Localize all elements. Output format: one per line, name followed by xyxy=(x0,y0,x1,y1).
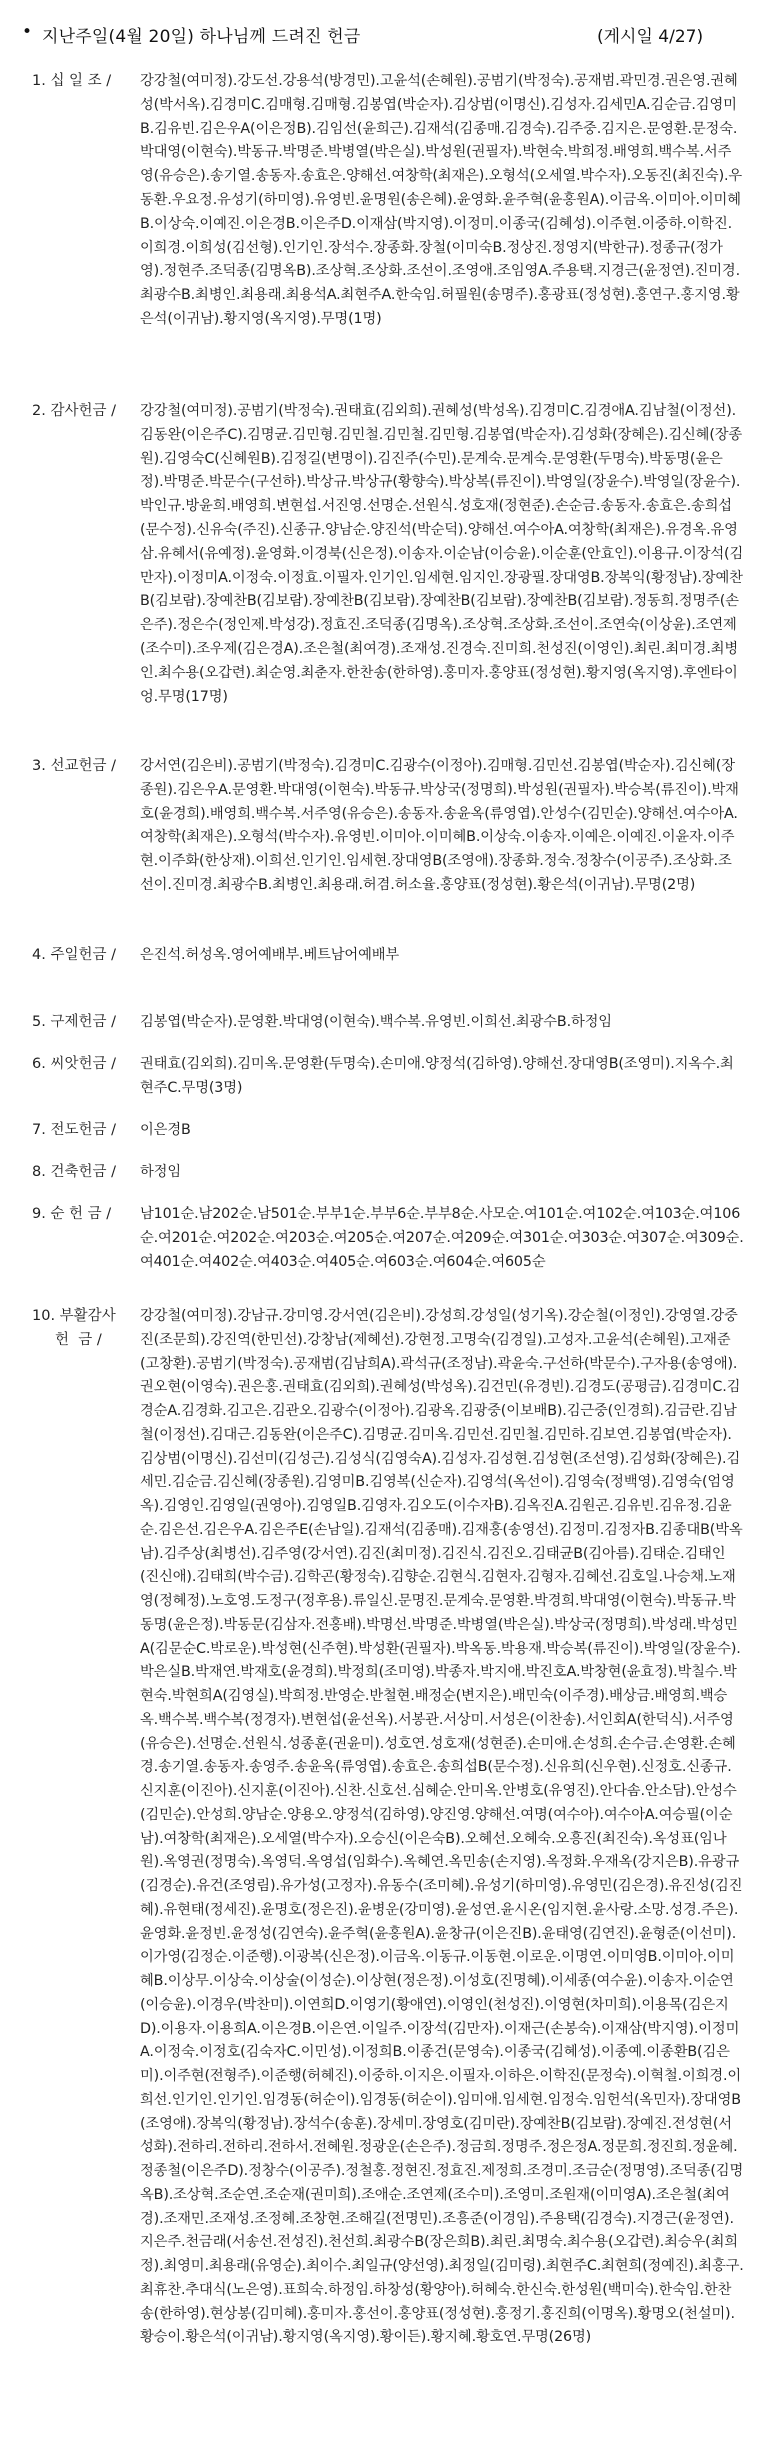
section-label: 3. 선교헌금 / xyxy=(32,758,116,774)
section-label: 2. 감사헌금 / xyxy=(32,403,116,419)
section-label: 6. 씨앗헌금 / xyxy=(32,1056,116,1072)
section-label: 9. 순 헌 금 / xyxy=(32,1206,112,1222)
section-names: 은진석.허성옥.영어예배부.베트남어예배부 xyxy=(140,947,400,963)
offering-header xyxy=(20,22,740,48)
bullet-icon: • xyxy=(22,22,33,42)
section-label: 4. 주일헌금 / xyxy=(32,947,116,963)
section-names: 김봉엽(박순자).문영환.박대영(이현숙).백수복.유영빈.이희선.최광수B.하정임 xyxy=(140,1014,612,1030)
section-label: 8. 건축헌금 / xyxy=(32,1164,116,1180)
section-names: 권태효(김외희).김미옥.문영환(두명숙).손미애.양정석(김하영).양해선.장대영B(조영미).지옥수.최현주C.무명(3명) xyxy=(140,1056,734,1096)
section-label: 1. 십 일 조 / xyxy=(32,73,112,89)
section-label: 10. 부활감사 헌 금 / xyxy=(32,1308,116,1348)
section-label: 7. 전도헌금 / xyxy=(32,1122,116,1138)
section-names: 강강철(여미정).강남규.강미영.강서연(김은비).강성희.강성일(성기옥).강순철(이정인).강영열.강중진(조문희).강진역(한민선).강창남(제혜선).강현정.고명숙(김경일).고성자.고윤석(손혜원).고재준(고창환).공범기(박정숙).공재범(김남희A).곽석규(조정남).곽윤숙.구선하(박문수).구자용(송영애).권오현(이영숙).권은홍.권태효(김외희).권혜성(박성옥).김건민(유경빈).김경도(공평금).김경미C.김경순A.김경화.김고은.김관오.김광수(이정아).김광옥.김광중(이보배B).김근중(인경희).김금란.김남철(이정선).김대근.김동완(이은주C).김명균.김미옥.김민선.김민철.김민하.김보연.김봉엽(박순자).김상범(이명신).김선미(김성근).김성식(김영숙A).김성자.김성현.김성현(조선영).김성화(장혜은).김세민.김순금.김신혜(장종원).김영미B.김영복(신순자).김영석(옥선이).김영숙(정백영).김영숙(엄영옥).김영인.김영일(권영아).김영일B.김영자.김오도(이수자B).김옥진A.김원곤.김유빈.김유정.김윤순.김은선.김은우A.김은주E(손남일).김재석(김종매).김재홍(송영선).김정미.김정자B.김종대B(박옥남).김주상(최병선).김주영(강서연).김진(최미정).김진식.김진오.김태균B(김아름).김태순.김태인(진신애).김태희(박수금).김학곤(황정숙).김향순.김현식.김현자.김형자.김혜선.김호일.나승채.노재영(정혜정).노호영.도정구(정후용).류일신.문명진.문계숙.문영환.박경희.박대영(이현숙).박동규.박동명(윤은정).박동문(김삼자.전홍배).박명선.박명준.박병열(박은실).박상국(정명희).박성래.박성민A(김문순C.박로운).박성현(신주현).박성환(권필자).박옥동.박용재.박승복(류진이).박영일(장윤수).박은실B.박재연.박재호(윤경희).박정희(조미영).박종자.박지애.박진호A.박창현(윤효정).박칠수.박현숙.박현희A(김영실).박희정.반영순.반철현.배정순(변지은).배민숙(이주경).배상금.배영희.백승옥.백수복.백수복(정경자).변현섭(윤선옥).서봉관.서상미.서성은(이찬송).서인회A(한덕식).서주영(유승은).선명순.선원식.성종훈(권윤미).성호연.성호재(성현준).손미애.손성희.손수금.손영환.손혜경.송기열.송동자.송영주.송윤옥(류영엽).송효은.송희섭B(문수정).신유희(신우현).신정호.신종규.신지훈(이진아).신지훈(이진아).신찬.신호선.심혜순.안미옥.안병호(유영진).안다솜.안소담).안성수(김민순).안성희.양남순.양용오.양정석(김하영).양진영.양해선.여명(여수아).여수아A.여승필(이순남).여창학(최재은).오세열(박수자).오승신(이은숙B).오혜선.오혜숙.오흥진(최진숙).옥성표(임나원).옥영권(정명숙).옥영덕.옥영섭(임화수).옥혜연.옥민송(손지영).옥정화.우재옥(강지은B).유광규(김경순).유건(조영림).유가성(고정자).유동수(조미혜).유성기(하미영).유영민(김은경).유진성(김진혜).유현태(정세진).윤명호(정은진).윤병운(강미영).윤성연.윤시온(임지현.윤사랑.소망.성경.주은).윤영화.윤정빈.윤정성(김연숙).윤주혁(윤홍원A).윤창규(이은진B).윤태영(김연진).윤형준(이선미).이가영(김정순.이준행).이광복(신은정).이금옥.이동규.이동현.이로운.이명연.이미영B.이미아.이미혜B.이상무.이상숙.이상술(이성순).이상현(정은정).이성호(진명혜).이세종(여수윤).이송자.이순연(이승윤).이경우(박찬미).이연희D.이영기(황애연).이영인(천성진).이영현(차미희).이용목(김은지D).이용자.이용희A.이은경B.이은연.이일주.이장석(김만자).이재근(손봉숙).이재삼(박지영).이정미A.이정숙.이정호(김숙자C.이민성).이정희B.이종건(문영숙).이종국(김혜성).이종예.이종환B(김은미).이주현(전형주).이준행(허혜진).이중하.이지은.이필자.이하은.이학진(문정숙).이혁철.이희경.이희선.인기인.인기인.임경동(허순이).임경동(허순이).임미애.임세현.임정숙.임헌석(옥민자).장대영B(조영애).장복익(황정남).장석수(송훈).장세미.장영호(김미란).장예찬B(김보람).장예진.전성현(서성화).전하리.전하리.전하서.전혜원.정광운(손은주).정금희.정명주.정은정A.정문희.정진희.정윤혜.정종철(이은주D).정창수(이공주).정철홍.정현진.정효진.제정희.조경미.조금순(정명영).조덕종(김명옥B).조상혁.조순연.조순재(권미희).조애순.조연제(조수미).조영미.조원재(이미영A).조은철(최여경).조재민.조재성.조정혜.조창현.조해길(전명민).조흥준(이경임).주용택(김경숙).지경근(윤정연).지은주.천금래(서송선.전성진).천선희.최광수B(장은희B).최린.최명숙.최수용(오갑련).최승우(최희정).최영미.최용래(유영순).최이수.최일규(양선영).최정일(김미령).최현주C.최현희(정예진).최홍구.최휴찬.추대식(노은영).표희숙.하정임.하창성(황양아).허혜숙.한신숙.한성원(백미숙).한숙임.한찬송(한하영).현상봉(김미혜).홍미자.홍선이.홍양표(정성현).홍정기.홍진희(이명옥).황명오(천설미).황승이.황은석(이귀남).황지영(옥지영).황이든).황지혜.황호연.무명(26명) xyxy=(140,1308,744,2346)
section-names: 강강철(여미정).공범기(박정숙).권태효(김외희).권혜성(박성옥).김경미C.김경애A.김남철(이정선).김동완(이은주C).김명균.김민형.김민철.김민철.김민형.김봉엽(박순자).김성화(장혜은).김신혜(장종원).김영숙C(신혜원B).김정길(변명이).김진주(수민).문계숙.문계숙.문영환(두명숙).박동명(윤은정).박명준.박문수(구선하).박상규.박상규(황향숙).박상복(류진이).박영일(장윤수).박영일(장윤수).박인규.방윤희.배영희.변현섭.서진영.선명순.선원식.성호재(정현준).손순금.송동자.송효은.송희섭(문수정).신유숙(주진).신종규.양남순.양진석(박순덕).양해선.여수아A.여창학(최재은).유경옥.유영삼.유혜서(유예정).윤영화.이경북(신은정).이송자.이순남(이승윤).이순훈(안효인).이용규.이장석(김만자).이정미A.이정숙.이정효.이필자.인기인.임세현.임지인.장광필.장대영B.장복익(황정남).장예찬B(김보람).장예찬B(김보람).장예찬B(김보람).장예찬B(김보람).장예찬B(김보람).정동희.정명주(손은주).정은수(정인제.박성강).정효진.조덕종(김명옥).조상혁.조상화.조선이.조연숙(이상윤).조연제(조수미).조우제(김은경A).조은철(최여경).조재성.진경숙.진미희.천성진(이영인).최린.최미경.최병인.최수용(오갑련).최순영.최춘자.한찬송(한하영).홍미자.홍양표(정성현).황지영(옥지영).후엔타이엉.무명(17명) xyxy=(140,403,744,705)
page-title: 지난주일(4월 20일) 하나님께 드려진 헌금 xyxy=(42,27,361,47)
section-label: 5. 구제헌금 / xyxy=(32,1014,116,1030)
section-names: 남101순.남202순.남501순.부부1순.부부6순.부부8순.사모순.여101순.여102순.여103순.여106순.여201순.여202순.여203순.여205순.여207순.여209순.여301순.여303순.여307순.여309순.여401순.여402순.여403순.여405순.여603순.여604순.여605순 xyxy=(140,1206,744,1270)
section-names: 강서연(김은비).공범기(박정숙).김경미C.김광수(이정아).김매형.김민선.김봉엽(박순자).김신혜(장종원).김은우A.문영환.박대영(이현숙).박동규.박상국(정명희).박성원(권필자).박승복(류진이).박재호(윤경희).배영희.백수복.서주영(유승은).송동자.송윤옥(류영엽).안성수(김민순).양해선.여수아A.여창학(최재은).오형석(박수자).유영빈.이미아.이미혜B.이상숙.이송자.이예은.이예진.이윤자.이주현.이주화(한상재).이희선.인기인.임세현.장대영B(조영애).장종화.정숙.정창수(이공주).조상화.조선이.진미경.최광수B.최병인.최용래.허겸.허소율.홍양표(정성현).황은석(이귀남).무명(2명) xyxy=(140,758,739,893)
section-names: 하정임 xyxy=(140,1164,181,1180)
section-names: 강강철(여미정).강도선.강용석(방경민).고윤석(손혜원).공범기(박정숙).공재범.곽민경.권은영.권혜성(박서옥).김경미C.김매형.김매형.김봉엽(박순자).김상범(이명신).김성자.김세민A.김순금.김영미B.김유빈.김은우A(이은정B).김임선(윤희근).김재석(김종매.김경숙).김주중.김지은.문영환.문정숙.박대영(이현숙).박동규.박명준.박병열(박은실).박성원(권필자).박현숙.박희정.배영희.백수복.서주영(유승은).송기열.송동자.송효은.양해선.여창학(최재은).오형석(오세열.박수자).오동진(최진숙).우동환.우요정.유성기(하미영).유영빈.윤명원(송은혜).윤영화.윤주혁(윤홍원A).이금옥.이미아.이미혜B.이상숙.이예진.이은경B.이은주D.이재삼(박지영).이정미.이종국(김혜성).이주현.이중하.이학진.이희경.이희성(김선형).인기인.장석수.장종화.장철(이미숙B.정상진.정영지(박한규).정종규(정가영).정현주.조덕종(김명옥B).조상혁.조상화.조선이.조영애.조임영A.주용택.지경근(윤정연).진미경.최광수B.최병인.최용래.최용석A.최현주A.한숙임.허필원(송명주).홍광표(정성현).홍연구.홍지영.황은석(이귀남).황지영(옥지영).무명(1명) xyxy=(140,73,743,327)
posted-date: (게시일 4/27) xyxy=(597,27,704,47)
section-names: 이은경B xyxy=(140,1122,191,1138)
